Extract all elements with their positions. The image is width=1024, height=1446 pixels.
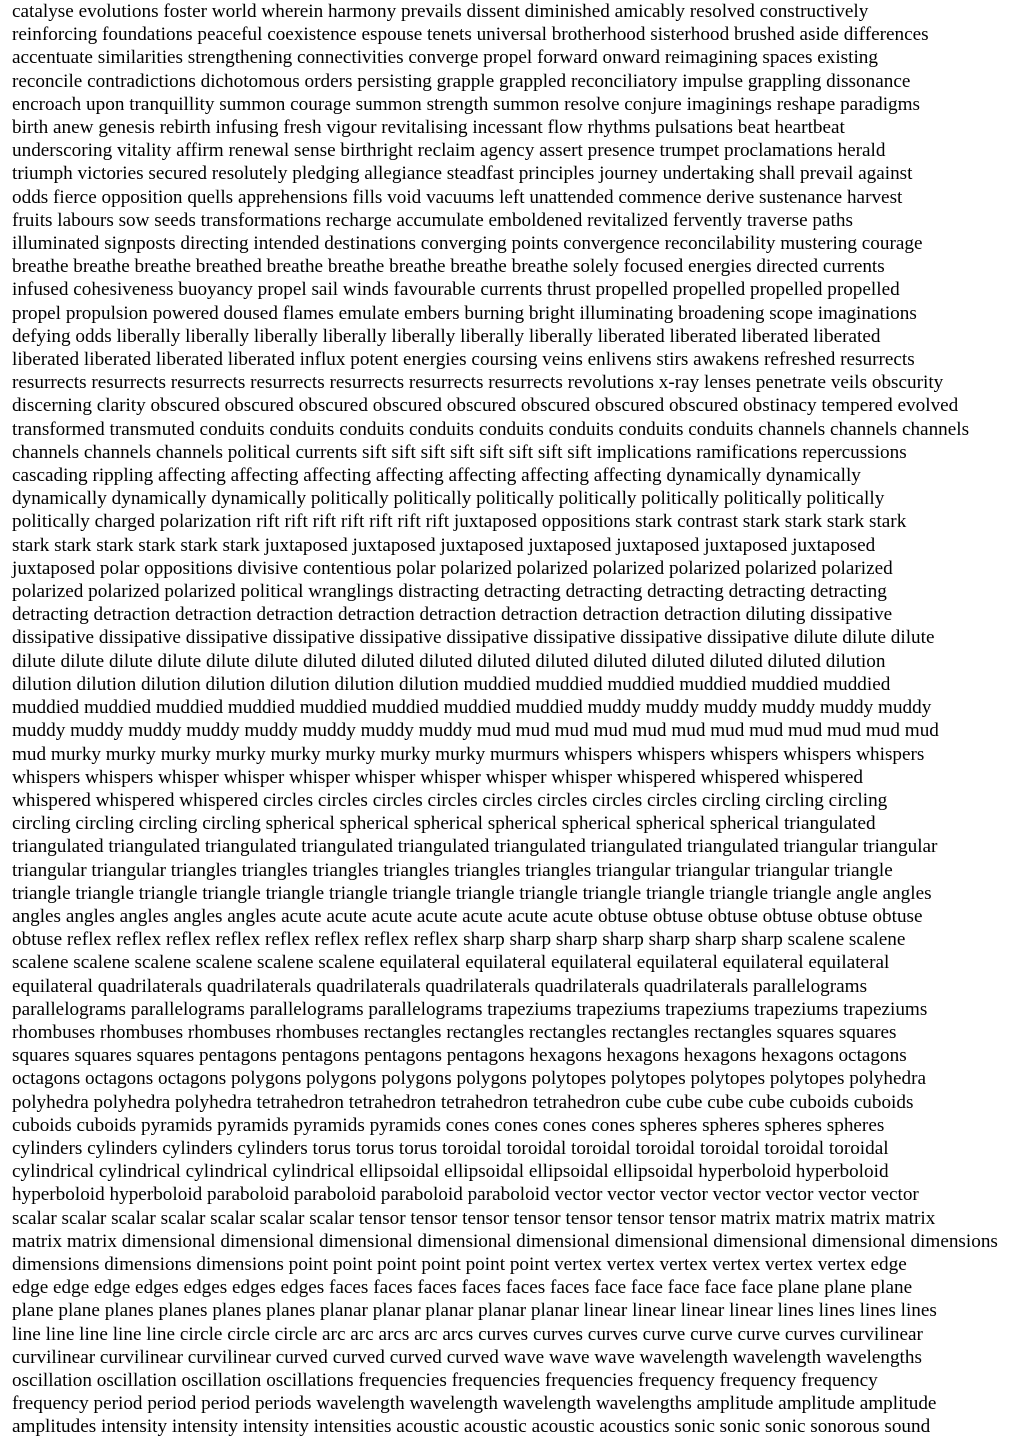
text-line: oscillation oscillation oscillation oscillations frequencies frequencies frequencies frequency frequency frequency — [12, 1369, 878, 1391]
text-line: transformed transmuted conduits conduits conduits conduits conduits conduits conduits conduits channels channels channels — [12, 418, 970, 440]
text-line: parallelograms parallelograms parallelograms parallelograms trapeziums trapeziums trapeziums trapeziums trapeziums — [12, 998, 928, 1020]
text-line: polyhedra polyhedra polyhedra tetrahedron tetrahedron tetrahedron tetrahedron cube cube cube cube cuboids cuboids — [12, 1091, 914, 1113]
text-line: polarized polarized polarized political wranglings distracting detracting detracting detracting detracting detracting — [12, 581, 887, 603]
text-line: detracting detraction detraction detraction detraction detraction detraction detraction detraction diluting dissipative — [12, 604, 893, 626]
text-line: breathe breathe breathe breathed breathe breathe breathe breathe breathe solely focused energies directed currents — [12, 256, 885, 278]
text-line: angles angles angles angles angles acute acute acute acute acute acute acute obtuse obtuse obtuse obtuse obtuse obtuse — [12, 905, 923, 927]
text-line: discerning clarity obscured obscured obscured obscured obscured obscured obscured obscured obstinacy tempered evolved — [12, 395, 959, 417]
text-line: catalyse evolutions foster world wherein harmony prevails dissent diminished amicably resolved constructively — [12, 1, 869, 22]
text-line: resurrects resurrects resurrects resurrects resurrects resurrects resurrects revolutions x-ray lenses penetrate veils obscurity — [12, 372, 944, 394]
text-line: muddied muddied muddied muddied muddied muddied muddied muddied muddy muddy muddy muddy muddy muddy — [12, 697, 932, 719]
text-line: propel propulsion powered doused flames emulate embers burning bright illuminating broadening scope imaginations — [12, 302, 917, 324]
text-line: encroach upon tranquillity summon courage summon strength summon resolve conjure imaginings reshape paradigms — [12, 93, 921, 115]
text-line: dilution dilution dilution dilution dilution dilution dilution muddied muddied muddied muddied muddied muddied — [12, 673, 891, 695]
text-line: channels channels channels political currents sift sift sift sift sift sift sift sift implications ramifications repercussions — [12, 441, 907, 463]
text-line: triangle triangle triangle triangle triangle triangle triangle triangle triangle triangle triangle triangle triangle angle angles — [12, 882, 932, 904]
text-line: plane plane planes planes planes planes planar planar planar planar planar linear linear linear linear lines lines lines lines — [12, 1300, 937, 1322]
text-line: squares squares squares pentagons pentagons pentagons pentagons hexagons hexagons hexagons hexagons octagons — [12, 1045, 907, 1067]
text-line: dissipative dissipative dissipative dissipative dissipative dissipative dissipative dissipative dissipative dilute dilute dilute — [12, 627, 935, 649]
text-line: edge edge edge edges edges edges edges faces faces faces faces faces faces face face face face face plane plane plane — [12, 1277, 913, 1299]
text-line: scalene scalene scalene scalene scalene scalene equilateral equilateral equilateral equilateral equilateral equilateral — [12, 952, 890, 974]
text-line: politically charged polarization rift rift rift rift rift rift rift juxtaposed oppositions stark contrast stark stark stark stark — [12, 511, 907, 533]
text-line: juxtaposed polar oppositions divisive contentious polar polarized polarized polarized polarized polarized polarized — [12, 557, 893, 579]
text-line: cylinders cylinders cylinders cylinders torus torus torus toroidal toroidal toroidal toroidal toroidal toroidal toroidal — [12, 1137, 889, 1159]
text-line: odds fierce opposition quells apprehensions fills void vacuums left unattended commence derive sustenance harvest — [12, 186, 903, 208]
text-line: scalar scalar scalar scalar scalar scalar scalar tensor tensor tensor tensor tensor tensor tensor matrix matrix matrix matrix — [12, 1207, 936, 1229]
text-line: line line line line line circle circle circle arc arc arcs arc arcs curves curves curves curve curve curve curves curvilinear — [12, 1323, 923, 1345]
text-line: octagons octagons octagons polygons polygons polygons polygons polytopes polytopes polytopes polytopes polyhedra — [12, 1068, 927, 1090]
text-line: defying odds liberally liberally liberally liberally liberally liberally liberally liberated liberated liberated liberated — [12, 325, 881, 347]
text-line: matrix matrix dimensional dimensional dimensional dimensional dimensional dimensional dimensional dimensional dimensions — [12, 1230, 998, 1252]
text-line: amplitudes intensity intensity intensity intensities acoustic acoustic acoustic acoustics sonic sonic sonic sonorous sound — [12, 1416, 931, 1438]
text-line: circling circling circling circling spherical spherical spherical spherical spherical spherical spherical triangulated — [12, 813, 876, 835]
text-line: liberated liberated liberated liberated influx potent energies coursing veins enlivens stirs awakens refreshed resurrects — [12, 349, 915, 371]
text-line: frequency period period period periods wavelength wavelength wavelength wavelengths amplitude amplitude amplitude — [12, 1393, 937, 1415]
text-line: muddy muddy muddy muddy muddy muddy muddy muddy mud mud mud mud mud mud mud mud mud mud mud mud — [12, 720, 939, 742]
text-line: stark stark stark stark stark stark juxtaposed juxtaposed juxtaposed juxtaposed juxtaposed juxtaposed juxtaposed — [12, 534, 876, 556]
text-line: triangulated triangulated triangulated triangulated triangulated triangulated triangulated triangulated triangular triangular — [12, 836, 938, 858]
text-line: cuboids cuboids pyramids pyramids pyramids pyramids cones cones cones cones spheres spheres spheres spheres — [12, 1114, 885, 1136]
text-line: dynamically dynamically dynamically politically politically politically politically politically politically politically — [12, 488, 885, 510]
text-line: illuminated signposts directing intended destinations converging points convergence reconcilability mustering courage — [12, 233, 923, 255]
text-line: accentuate similarities strengthening connectivities converge propel forward onward reimagining spaces existing — [12, 47, 878, 69]
text-line: mud murky murky murky murky murky murky murky murky murmurs whispers whispers whispers whispers whispers — [12, 743, 925, 765]
text-line: underscoring vitality affirm renewal sense birthright reclaim agency assert presence trumpet proclamations herald — [12, 140, 886, 162]
text-line: dilute dilute dilute dilute dilute dilute diluted diluted diluted diluted diluted diluted diluted diluted diluted dilution — [12, 650, 886, 672]
text-line: curvilinear curvilinear curvilinear curved curved curved curved wave wave wave wavelength wavelength wavelengths — [12, 1346, 922, 1368]
body-text — [12, 0, 1012, 1439]
text-line: cylindrical cylindrical cylindrical cylindrical ellipsoidal ellipsoidal ellipsoidal ellipsoidal hyperboloid hyperboloid — [12, 1161, 889, 1183]
text-line: obtuse reflex reflex reflex reflex reflex reflex reflex reflex sharp sharp sharp sharp sharp sharp sharp scalene scalene — [12, 929, 906, 951]
text-line: reinforcing foundations peaceful coexistence espouse tenets universal brotherhood sisterhood brushed aside differences — [12, 24, 929, 46]
text-line: triumph victories secured resolutely pledging allegiance steadfast principles journey undertaking shall prevail against — [12, 163, 913, 185]
text-line: infused cohesiveness buoyancy propel sail winds favourable currents thrust propelled propelled propelled propelled — [12, 279, 900, 301]
text-line: cascading rippling affecting affecting affecting affecting affecting affecting affecting dynamically dynamically — [12, 465, 861, 487]
text-line: reconcile contradictions dichotomous orders persisting grapple grappled reconciliatory impulse grappling dissonance — [12, 70, 911, 92]
text-line: birth anew genesis rebirth infusing fresh vigour revitalising incessant flow rhythms pulsations beat heartbeat — [12, 117, 845, 139]
text-line: hyperboloid hyperboloid paraboloid paraboloid paraboloid paraboloid vector vector vector vector vector vector vector — [12, 1184, 919, 1206]
text-line: dimensions dimensions dimensions point point point point point point vertex vertex vertex vertex vertex vertex edge — [12, 1253, 907, 1275]
text-line: whispered whispered whispered circles circles circles circles circles circles circles circles circling circling circling — [12, 789, 888, 811]
text-line: rhombuses rhombuses rhombuses rhombuses rectangles rectangles rectangles rectangles rectangles squares squares — [12, 1021, 897, 1043]
text-line: fruits labours sow seeds transformations recharge accumulate emboldened revitalized fervently traverse paths — [12, 209, 853, 231]
text-line: equilateral quadrilaterals quadrilaterals quadrilaterals quadrilaterals quadrilaterals quadrilaterals parallelograms — [12, 975, 868, 997]
text-line: triangular triangular triangles triangles triangles triangles triangles triangles triangular triangular triangular triangle — [12, 859, 893, 881]
text-line: whispers whispers whisper whisper whisper whisper whisper whisper whisper whispered whispered whispered — [12, 766, 864, 788]
